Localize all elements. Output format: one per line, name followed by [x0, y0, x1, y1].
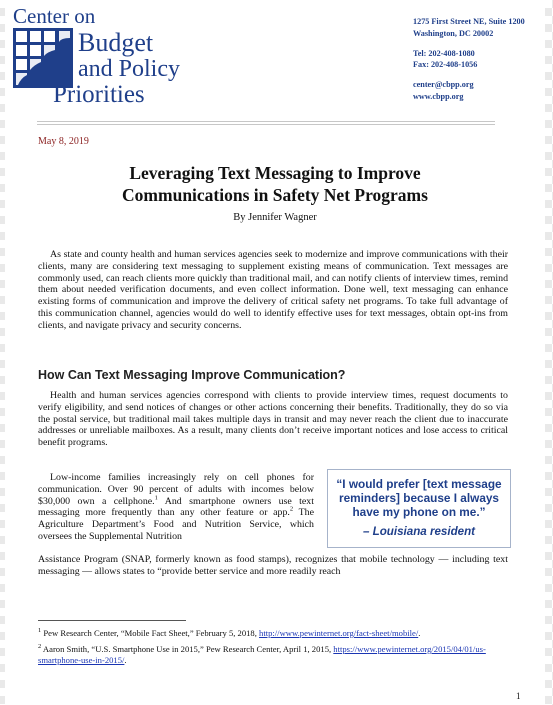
document-page [5, 0, 545, 705]
footnote-2-text: Aaron Smith, “U.S. Smartphone Use in 2015,” Pew Research Center, April 1, 2015, [41, 644, 334, 654]
footnote-1-text: Pew Research Center, “Mobile Fact Sheet,” February 5, 2018, [41, 628, 260, 638]
footnote-1-number: 1 [38, 627, 42, 635]
address-web[interactable]: www.cbpp.org [413, 91, 464, 101]
paragraph-2-continued [38, 554, 508, 578]
footnote-ref-2[interactable]: 2 [289, 505, 294, 513]
footnote-2-number: 2 [38, 643, 42, 651]
paragraph-2-part-c: The Agriculture Department’s Food and Nutrition Service, which oversees the Supplemental Nutrition [38, 507, 314, 542]
logo-grid-icon [13, 28, 73, 88]
pull-quote-text: “I would prefer [text message reminders] because I always have my phone on me.” [336, 477, 502, 519]
logo-text-line3: and Policy [78, 56, 180, 82]
footnote-separator [38, 620, 186, 621]
document-date: May 8, 2019 [38, 136, 89, 147]
document-title [45, 162, 505, 206]
intro-paragraph [38, 249, 508, 331]
paragraph-1 [38, 390, 508, 449]
address-tel: Tel: 202-408-1080 [413, 48, 475, 58]
footnote-2-end: . [124, 654, 127, 665]
footnote-1-end: . [418, 628, 421, 638]
intro-text: As state and county health and human services agencies seek to modernize and improve communications with their clients, many are considering text messaging to supplement existing means of communication. Text messages are commonly used, can reach clients more quickly than traditional mail, and can notify clients of interview times, remind them about needed verification documents, and even collect information. Done well, text messaging can enhance existing forms of communication and improve the delivery of critical safety net programs. To take full advantage of this communication channel, agencies would do well to identify effective uses for text messages, obtain opt-ins from clients, and navigate privacy and security concerns. [38, 249, 508, 331]
pull-quote-attribution: – Louisiana resident [362, 525, 476, 538]
paragraph-2-text [38, 472, 314, 543]
title-line-1: Leveraging Text Messaging to Improve [129, 163, 421, 183]
footnote-1 [38, 628, 508, 639]
paragraph-2-part-b: And smartphone owners use text messaging more frequently than any other feature or app. [38, 495, 314, 519]
paragraph-2-part-a: Low-income families increasingly rely on cell phones for communication. Over 90 percent of adults with incomes below $30,000 own a cellphone. [38, 472, 314, 507]
page-number: 1 [516, 691, 521, 701]
footnote-ref-1[interactable]: 1 [154, 494, 158, 502]
address-city: Washington, DC 20002 [413, 28, 494, 38]
byline: By Jennifer Wagner [233, 212, 317, 223]
logo-text-line2: Budget [78, 28, 154, 57]
footnote-1-link[interactable]: http://www.pewinternet.org/fact-sheet/mobile/ [259, 628, 419, 638]
address-street: 1275 First Street NE, Suite 1200 [413, 17, 525, 26]
cbpp-logo [13, 6, 188, 106]
paragraph-2-wrapped [38, 472, 314, 543]
footnote-2-link[interactable]: https://www.pewinternet.org/2015/04/01/us-smartphone-use-in-2015/ [38, 644, 486, 665]
header-rule-top [37, 121, 495, 122]
paragraph-2-part-d: Assistance Program (SNAP, formerly known as food stamps), recognizes that mobile technology — including text messaging — allows states to “provide better service and more readily reach [38, 554, 508, 577]
header-rule-bottom [37, 124, 495, 125]
section-heading: How Can Text Messaging Improve Communication? [38, 368, 346, 382]
address-email[interactable]: center@cbpp.org [413, 80, 474, 90]
title-line-2: Communications in Safety Net Programs [122, 185, 428, 205]
logo-text-line4: Priorities [53, 81, 145, 108]
footnote-2 [38, 644, 508, 665]
logo-text-line1: Center on [13, 4, 96, 28]
paragraph-1-text: Health and human services agencies correspond with clients to provide interview times, request documents to verify eligibility, and send notices of changes or other actions concerning their benefits. Traditionally, they do so via the postal service, but traditional mail takes multiple days in transit and may never reach the client due to inaccurate addresses or unreliable mailboxes. As a result, many clients don’t receive important notices and lose access to critical benefit programs. [38, 390, 508, 448]
contact-block [413, 16, 525, 103]
address-fax: Fax: 202-408-1056 [413, 60, 478, 70]
pull-quote-box [327, 469, 511, 548]
